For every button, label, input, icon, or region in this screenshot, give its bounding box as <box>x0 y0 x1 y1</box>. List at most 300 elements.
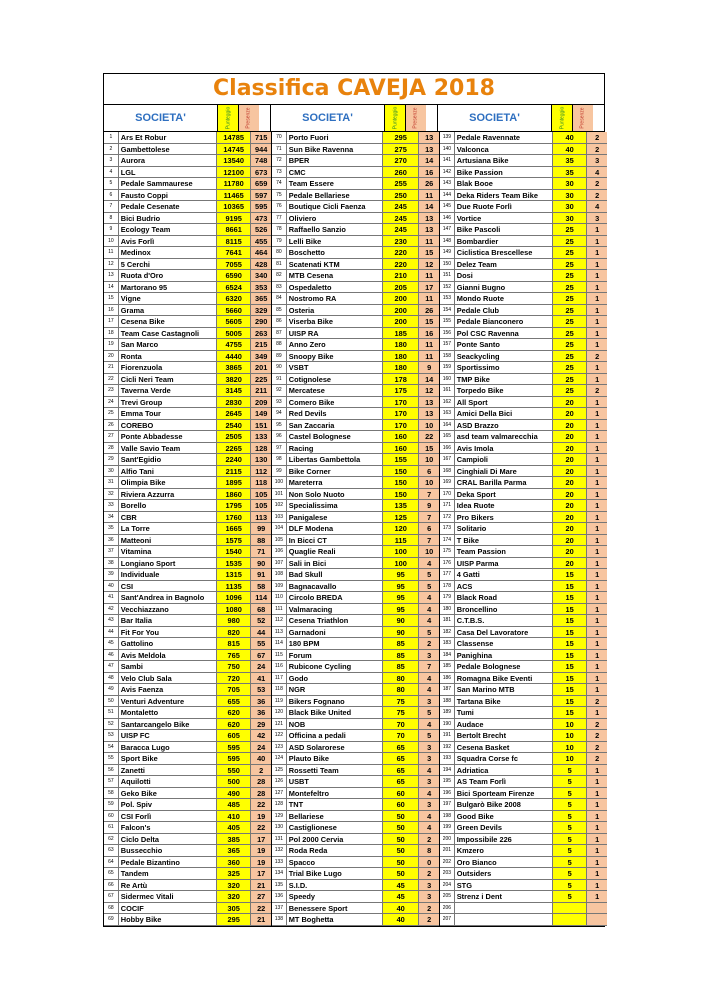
attendance-cell: 26 <box>418 305 439 316</box>
rank-cell: 7 <box>104 201 119 212</box>
attendance-cell: 595 <box>250 201 271 212</box>
table-row <box>440 914 607 926</box>
table-row <box>272 581 439 593</box>
table-row <box>104 569 271 581</box>
attendance-cell: 14 <box>418 155 439 166</box>
table-row <box>272 362 439 374</box>
attendance-cell: 88 <box>250 535 271 546</box>
points-cell: 25 <box>552 362 586 373</box>
attendance-cell: 105 <box>250 500 271 511</box>
table-row <box>272 799 439 811</box>
points-cell: 620 <box>216 719 250 730</box>
rank-cell: 135 <box>272 880 287 891</box>
rank-cell: 109 <box>272 581 287 592</box>
table-row <box>272 167 439 179</box>
points-cell: 20 <box>552 489 586 500</box>
points-cell: 155 <box>382 454 418 465</box>
table-row <box>272 374 439 386</box>
points-cell: 490 <box>216 788 250 799</box>
table-row <box>272 385 439 397</box>
team-name-cell: T Bike <box>456 535 479 545</box>
table-row <box>440 707 607 719</box>
attendance-cell: 9 <box>418 362 439 373</box>
points-cell: 220 <box>382 259 418 270</box>
points-cell: 25 <box>552 247 586 258</box>
table-row <box>104 857 271 869</box>
team-name-cell: Mondo Ruote <box>456 294 504 303</box>
team-name-cell: STG <box>456 880 472 890</box>
table-row <box>272 155 439 167</box>
rank-cell: 97 <box>272 443 287 454</box>
points-cell: 50 <box>382 845 418 856</box>
team-name-cell: Bellariese <box>288 811 324 821</box>
points-cell: 40 <box>382 903 418 914</box>
table-row <box>104 523 271 535</box>
attendance-cell: 455 <box>250 236 271 247</box>
team-name-cell: Sambi <box>120 662 143 671</box>
attendance-cell: 114 <box>250 592 271 603</box>
table-row <box>272 857 439 869</box>
attendance-cell: 1 <box>586 776 607 787</box>
rank-cell: 165 <box>440 431 455 442</box>
table-row <box>104 903 271 915</box>
rank-cell: 45 <box>104 638 119 649</box>
rank-cell: 29 <box>104 454 119 465</box>
points-cell: 15 <box>552 638 586 649</box>
attendance-cell: 10 <box>418 477 439 488</box>
attendance-cell: 2 <box>418 868 439 879</box>
attendance-cell: 7 <box>418 535 439 546</box>
rank-cell: 16 <box>104 305 119 316</box>
rank-cell: 177 <box>440 569 455 580</box>
rank-cell: 11 <box>104 247 119 258</box>
team-name-cell <box>455 903 552 914</box>
rank-cell: 113 <box>272 627 287 638</box>
points-cell: 45 <box>382 891 418 902</box>
rank-cell: 15 <box>104 293 119 304</box>
team-name-cell: Libertas Gambettola <box>288 455 361 464</box>
team-name-cell: Sun Bike Ravenna <box>288 144 354 154</box>
attendance-cell: 3 <box>418 776 439 787</box>
points-cell: 620 <box>216 707 250 718</box>
team-name-cell: Geko Bike <box>120 788 157 798</box>
team-name-cell: ASD Brazzo <box>456 420 499 430</box>
attendance-cell: 19 <box>250 845 271 856</box>
points-cell: 1795 <box>216 500 250 511</box>
points-cell: 10 <box>552 719 586 730</box>
attendance-cell: 4 <box>418 811 439 822</box>
attendance-cell: 16 <box>418 167 439 178</box>
attendance-cell: 1 <box>586 558 607 569</box>
table-row <box>440 316 607 328</box>
points-cell: 2645 <box>216 408 250 419</box>
attendance-cell: 597 <box>250 190 271 201</box>
rank-cell: 136 <box>272 891 287 902</box>
attendance-cell: 201 <box>250 362 271 373</box>
team-name-cell: Matteoni <box>120 535 152 545</box>
rank-cell: 199 <box>440 822 455 833</box>
team-name-cell: NGR <box>288 685 306 694</box>
table-row <box>272 719 439 731</box>
table-row <box>104 144 271 156</box>
points-cell: 65 <box>382 742 418 753</box>
points-cell: 20 <box>552 523 586 534</box>
points-cell: 50 <box>382 857 418 868</box>
team-name-cell: Vigne <box>120 294 141 303</box>
rank-cell: 127 <box>272 788 287 799</box>
attendance-cell: 2 <box>586 144 607 155</box>
points-cell: 180 <box>382 339 418 350</box>
rank-cell: 141 <box>440 155 455 166</box>
attendance-cell: 1 <box>586 523 607 534</box>
team-name-cell: Martorano 95 <box>120 282 168 292</box>
rank-cell: 150 <box>440 259 455 270</box>
header-punteggio <box>384 105 405 131</box>
points-cell: 25 <box>552 328 586 339</box>
points-cell: 90 <box>382 615 418 626</box>
table-row <box>440 155 607 167</box>
points-cell: 160 <box>382 431 418 442</box>
team-name-cell: Classense <box>456 639 494 648</box>
points-cell: 765 <box>216 650 250 661</box>
attendance-cell: 12 <box>418 259 439 270</box>
team-name-cell: Taverna Verde <box>120 386 171 395</box>
table-row <box>104 477 271 489</box>
table-row <box>104 213 271 225</box>
points-cell: 85 <box>382 638 418 649</box>
attendance-cell: 1 <box>586 604 607 615</box>
rank-cell: 180 <box>440 604 455 615</box>
points-cell: 178 <box>382 374 418 385</box>
rank-cell: 38 <box>104 558 119 569</box>
table-row <box>440 592 607 604</box>
team-name-cell: Bici Sporteam Firenze <box>456 788 535 798</box>
rank-cell: 107 <box>272 558 287 569</box>
attendance-cell: 11 <box>418 293 439 304</box>
rank-cell: 80 <box>272 247 287 258</box>
attendance-cell: 55 <box>250 638 271 649</box>
team-name-cell: Trevi Group <box>120 397 163 407</box>
team-name-cell: Broncellino <box>456 604 498 614</box>
table-row <box>272 293 439 305</box>
table-row <box>104 397 271 409</box>
table-row <box>104 788 271 800</box>
points-cell: 5 <box>552 868 586 879</box>
team-name-cell: Delez Team <box>456 259 497 269</box>
attendance-cell: 112 <box>250 466 271 477</box>
attendance-cell: 1 <box>586 339 607 350</box>
attendance-cell: 4 <box>418 615 439 626</box>
rank-cell: 73 <box>272 167 287 178</box>
points-cell: 2540 <box>216 420 250 431</box>
team-name-cell: AS Team Forlì <box>456 777 506 786</box>
attendance-cell: 16 <box>418 328 439 339</box>
points-cell: 20 <box>552 431 586 442</box>
attendance-cell: 349 <box>250 351 271 362</box>
table-row <box>440 489 607 501</box>
team-name-cell: Pedale Cesenate <box>120 202 180 211</box>
table-row <box>440 638 607 650</box>
table-row <box>272 650 439 662</box>
team-name-cell: Black Bike United <box>288 708 352 717</box>
team-name-cell: Montefeltro <box>288 788 329 798</box>
rank-cell: 142 <box>440 167 455 178</box>
rank-cell: 133 <box>272 857 287 868</box>
team-name-cell: Bici Budrio <box>120 213 161 223</box>
team-name-cell: San Zaccaria <box>288 420 335 430</box>
table-row <box>272 742 439 754</box>
rank-cell: 167 <box>440 454 455 465</box>
table-row <box>440 385 607 397</box>
team-name-cell: Solitario <box>456 524 487 533</box>
rank-cell: 168 <box>440 466 455 477</box>
rank-cell: 87 <box>272 328 287 339</box>
rank-cell: 101 <box>272 489 287 500</box>
rank-cell: 54 <box>104 742 119 753</box>
header-societa: SOCIETA' <box>302 112 353 124</box>
team-name-cell: Rubicone Cycling <box>288 662 352 671</box>
team-name-cell: Olimpia Bike <box>120 478 166 487</box>
table-row <box>104 604 271 616</box>
rank-cell: 156 <box>440 328 455 339</box>
rank-cell: 115 <box>272 650 287 661</box>
rank-cell: 37 <box>104 546 119 557</box>
attendance-cell: 2 <box>250 765 271 776</box>
points-cell: 65 <box>382 776 418 787</box>
rank-cell: 192 <box>440 742 455 753</box>
points-cell: 320 <box>216 880 250 891</box>
points-cell: 170 <box>382 408 418 419</box>
team-name-cell: Re Artù <box>120 880 148 890</box>
team-name-cell: Pedale Bizantino <box>120 857 180 867</box>
points-cell: 40 <box>552 144 586 155</box>
team-name-cell: Bussecchio <box>120 846 163 855</box>
attendance-cell: 1 <box>586 581 607 592</box>
table-row <box>104 259 271 271</box>
rank-cell: 59 <box>104 799 119 810</box>
points-cell: 200 <box>382 305 418 316</box>
table-row <box>104 845 271 857</box>
points-cell: 9195 <box>216 213 250 224</box>
team-name-cell: Sant'Andrea in Bagnolo <box>120 593 205 602</box>
points-cell: 10365 <box>216 201 250 212</box>
team-name-cell: Vitamina <box>120 547 152 556</box>
table-row <box>272 891 439 903</box>
attendance-cell: 71 <box>250 546 271 557</box>
team-name-cell: BPER <box>288 156 310 165</box>
rank-cell: 154 <box>440 305 455 316</box>
rank-cell: 53 <box>104 730 119 741</box>
attendance-cell: 3 <box>418 742 439 753</box>
points-cell: 11465 <box>216 190 250 201</box>
rank-cell: 98 <box>272 454 287 465</box>
team-name-cell: Velo Club Sala <box>120 673 172 683</box>
attendance-cell: 1 <box>586 316 607 327</box>
points-cell: 25 <box>552 236 586 247</box>
attendance-cell: 1 <box>586 627 607 638</box>
table-row <box>104 224 271 236</box>
rank-cell: 61 <box>104 822 119 833</box>
table-row <box>272 696 439 708</box>
team-name-cell: Avis Forlì <box>120 236 155 246</box>
points-cell <box>552 914 586 925</box>
points-cell: 3820 <box>216 374 250 385</box>
attendance-cell: 17 <box>418 282 439 293</box>
points-cell: 10 <box>552 753 586 764</box>
table-row <box>272 788 439 800</box>
points-cell: 75 <box>382 707 418 718</box>
rank-cell: 63 <box>104 845 119 856</box>
attendance-cell: 1 <box>586 880 607 891</box>
attendance-cell: 6 <box>418 523 439 534</box>
team-name-cell: Castiglionese <box>288 823 337 832</box>
attendance-cell: 29 <box>250 719 271 730</box>
attendance-cell: 3 <box>418 880 439 891</box>
points-cell: 2265 <box>216 443 250 454</box>
points-cell: 20 <box>552 443 586 454</box>
table-row <box>272 834 439 846</box>
rank-cell: 91 <box>272 374 287 385</box>
points-cell: 30 <box>552 190 586 201</box>
team-name-cell: Mareterra <box>288 478 323 487</box>
header-presenze-label: Presenze <box>246 107 252 129</box>
rank-cell: 116 <box>272 661 287 672</box>
table-row <box>104 822 271 834</box>
rank-cell: 103 <box>272 512 287 523</box>
rank-cell: 49 <box>104 684 119 695</box>
rank-cell: 108 <box>272 569 287 580</box>
table-row <box>104 891 271 903</box>
table-row <box>272 615 439 627</box>
points-cell: 65 <box>382 765 418 776</box>
points-cell: 80 <box>382 684 418 695</box>
attendance-cell: 428 <box>250 259 271 270</box>
points-cell: 170 <box>382 397 418 408</box>
rank-cell: 100 <box>272 477 287 488</box>
table-row <box>104 247 271 259</box>
attendance-cell: 10 <box>418 420 439 431</box>
points-cell: 1760 <box>216 512 250 523</box>
attendance-cell: 4 <box>586 167 607 178</box>
points-cell: 65 <box>382 753 418 764</box>
points-cell: 25 <box>552 293 586 304</box>
rank-cell: 85 <box>272 305 287 316</box>
rank-cell: 69 <box>104 914 119 925</box>
table-row <box>104 546 271 558</box>
points-cell: 20 <box>552 535 586 546</box>
points-cell: 255 <box>382 178 418 189</box>
points-cell <box>552 903 586 914</box>
table-row <box>440 558 607 570</box>
table-row <box>440 167 607 179</box>
rank-cell: 42 <box>104 604 119 615</box>
team-name-cell: Pedale Bellariese <box>288 190 350 200</box>
points-cell: 180 <box>382 362 418 373</box>
table-row <box>272 592 439 604</box>
points-cell: 605 <box>216 730 250 741</box>
points-cell: 220 <box>382 247 418 258</box>
table-row <box>272 604 439 616</box>
table-row <box>440 719 607 731</box>
attendance-cell: 1 <box>586 650 607 661</box>
attendance-cell: 68 <box>250 604 271 615</box>
attendance-cell: 1 <box>586 615 607 626</box>
rank-cell: 182 <box>440 627 455 638</box>
points-cell: 150 <box>382 489 418 500</box>
points-cell: 120 <box>382 523 418 534</box>
attendance-cell: 5 <box>418 581 439 592</box>
team-name-cell: Outsiders <box>456 869 492 878</box>
header-societa: SOCIETA' <box>469 112 520 124</box>
table-row <box>440 799 607 811</box>
table-row <box>104 765 271 777</box>
attendance-cell <box>586 914 607 925</box>
attendance-cell: 1 <box>586 707 607 718</box>
table-row <box>440 857 607 869</box>
table-row <box>440 224 607 236</box>
team-name-cell: Specialissima <box>288 501 338 510</box>
rank-cell: 191 <box>440 730 455 741</box>
team-name-cell: Oro Bianco <box>456 857 497 867</box>
table-row <box>104 696 271 708</box>
attendance-cell: 9 <box>418 500 439 511</box>
rank-cell: 139 <box>440 132 455 143</box>
rank-cell: 2 <box>104 144 119 155</box>
header-presenze <box>572 105 593 131</box>
team-name-cell: Grama <box>120 305 145 315</box>
points-cell: 20 <box>552 466 586 477</box>
table-row <box>272 512 439 524</box>
attendance-cell: 21 <box>250 880 271 891</box>
table-row <box>272 259 439 271</box>
rank-cell: 23 <box>104 385 119 396</box>
page-title: Classifica CAVEJA 2018 <box>104 74 604 105</box>
table-row <box>272 178 439 190</box>
attendance-cell: 15 <box>418 316 439 327</box>
attendance-cell: 4 <box>418 788 439 799</box>
team-name-cell: Bulgarò Bike 2008 <box>456 800 521 809</box>
attendance-cell: 7 <box>418 489 439 500</box>
header-presenze <box>405 105 426 131</box>
points-cell: 4440 <box>216 351 250 362</box>
rank-cell: 30 <box>104 466 119 477</box>
attendance-cell: 1 <box>586 489 607 500</box>
points-cell: 20 <box>552 512 586 523</box>
team-name-cell: MT Boghetta <box>288 915 334 924</box>
rank-cell: 81 <box>272 259 287 270</box>
points-cell: 1860 <box>216 489 250 500</box>
rank-cell: 83 <box>272 282 287 293</box>
team-name-cell: Scatenati KTM <box>288 259 340 269</box>
table-row <box>272 132 439 144</box>
team-name-cell: Bar Italia <box>120 616 152 625</box>
team-name-cell: Pedale Bianconero <box>456 317 524 326</box>
team-name-cell: Pedale Ravennate <box>456 133 521 142</box>
attendance-cell: 1 <box>586 408 607 419</box>
team-name-cell: Sant'Egidio <box>120 455 162 464</box>
points-cell: 20 <box>552 397 586 408</box>
team-name-cell: Circolo BREDA <box>288 593 343 602</box>
table-row <box>272 558 439 570</box>
points-cell: 13540 <box>216 155 250 166</box>
attendance-cell: 130 <box>250 454 271 465</box>
points-cell: 60 <box>382 788 418 799</box>
team-name-cell: Artusiana Bike <box>456 156 509 165</box>
table-row <box>104 190 271 202</box>
team-name-cell: Avis Faenza <box>120 685 164 694</box>
attendance-cell: 7 <box>418 661 439 672</box>
attendance-cell: 1 <box>586 443 607 454</box>
